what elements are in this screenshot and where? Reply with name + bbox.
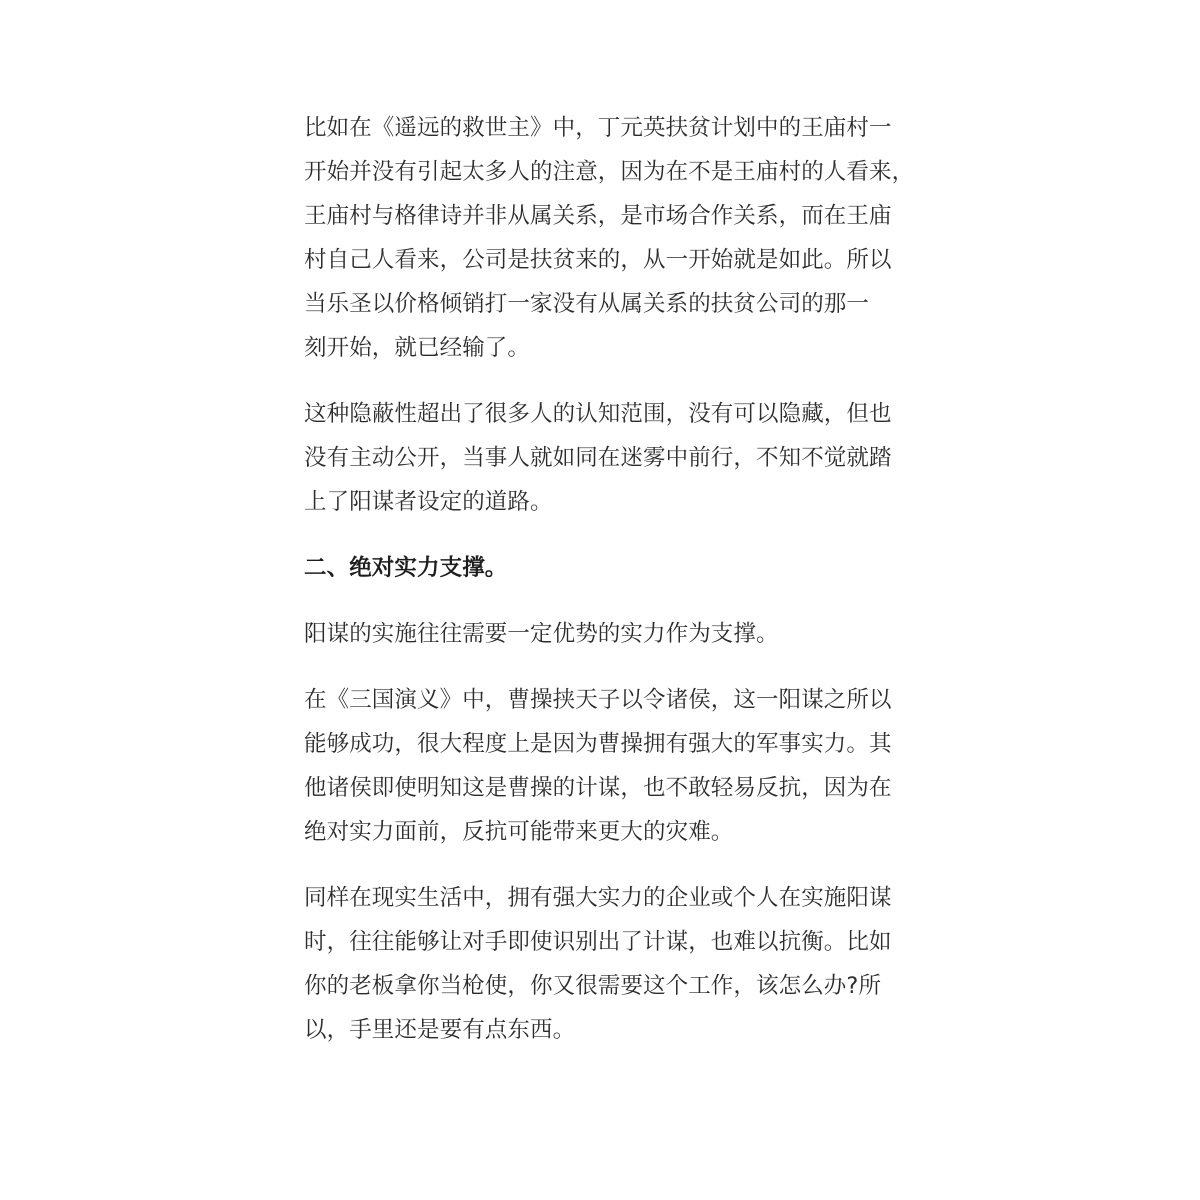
paragraph-concealment — [304, 392, 900, 524]
text-line: 他诸侯即使明知这是曹操的计谋，也不敢轻易反抗，因为在 — [304, 775, 892, 801]
text-line: 时，往往能够让对手即使识别出了计谋，也难以抗衡。比如 — [304, 929, 892, 955]
text-line: 当乐圣以价格倾销打一家没有从属关系的扶贫公司的那一 — [304, 291, 870, 317]
text-line: 刻开始，就已经输了。 — [304, 335, 531, 361]
paragraph-yuanyuan-example — [304, 106, 915, 370]
text-line: 村自己人看来，公司是扶贫来的，从一开始就是如此。所以 — [304, 247, 892, 273]
text-line: 王庙村与格律诗并非从属关系，是市场合作关系，而在王庙 — [304, 203, 892, 229]
text-line: 上了阳谋者设定的道路。 — [304, 489, 553, 515]
text-line: 阳谋的实施往往需要一定优势的实力作为支撑。 — [304, 621, 779, 647]
text-line: 这种隐蔽性超出了很多人的认知范围，没有可以隐藏，但也 — [304, 401, 892, 427]
text-line: 没有主动公开，当事人就如同在迷雾中前行，不知不觉就踏 — [304, 445, 892, 471]
text-line: 同样在现实生活中，拥有强大实力的企业或个人在实施阳谋 — [304, 885, 892, 911]
section-heading — [304, 546, 900, 590]
text-line: 在《三国演义》中，曹操挟天子以令诸侯，这一阳谋之所以 — [304, 687, 892, 713]
text-line: 绝对实力面前，反抗可能带来更大的灾难。 — [304, 819, 734, 845]
article-body — [304, 106, 915, 1074]
section-heading-text: 二、绝对实力支撑。 — [304, 555, 508, 581]
text-line: 开始并没有引起太多人的注意，因为在不是王庙村的人看来， — [304, 159, 915, 185]
paragraph-strength-intro — [304, 612, 900, 656]
text-line: 比如在《遥远的救世主》中，丁元英扶贫计划中的王庙村一 — [304, 115, 892, 141]
paragraph-real-life — [304, 876, 900, 1052]
text-line: 以，手里还是要有点东西。 — [304, 1017, 576, 1043]
text-line: 能够成功，很大程度上是因为曹操拥有强大的军事实力。其 — [304, 731, 892, 757]
paragraph-three-kingdoms — [304, 678, 900, 854]
text-line: 你的老板拿你当枪使，你又很需要这个工作，该怎么办?所 — [304, 973, 882, 999]
